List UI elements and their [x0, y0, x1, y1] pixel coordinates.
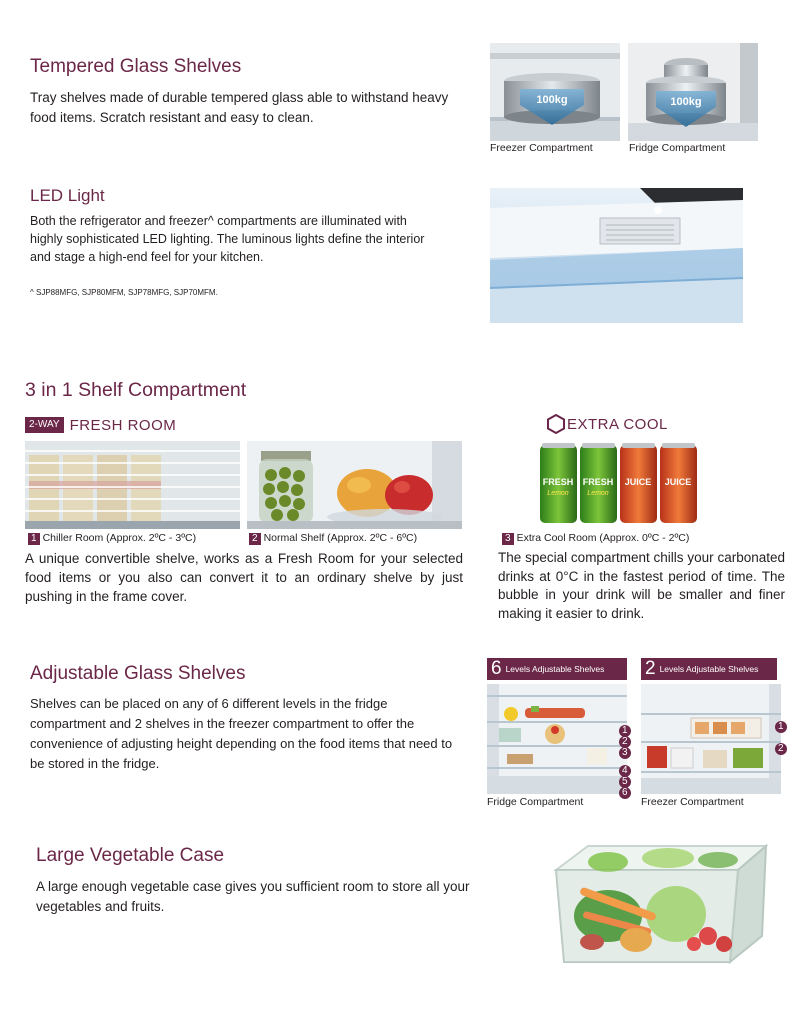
led-body: Both the refrigerator and freezer^ compartments are illuminated with highly sophisticated LED lighting. The luminous lights define the interior and stage a high-end feel for your kitchen. [30, 214, 425, 264]
adjustable-title: Adjustable Glass Shelves [30, 663, 246, 684]
chiller-caption-row [28, 532, 196, 545]
fridge-level-marker: 2 [619, 736, 631, 748]
freezer-weight-label: 100kg [536, 94, 568, 106]
fridge-level-marker: 4 [619, 765, 631, 777]
can-label-2: FRESH [582, 477, 614, 487]
freezer-levels-tag [641, 658, 777, 680]
tempered-body: Tray shelves made of durable tempered glass able to withstand heavy food items. Scratch resistant and easy to clean. [30, 90, 449, 125]
fridge-levels-number: 6 [491, 658, 502, 679]
extra-cool-body: The special compartment chills your carbonated drinks at 0°C in the fastest period of time. The bubble in your drink will be smaller and finer making it easier to drink. [498, 550, 785, 621]
can-sublabel-2: Lemon [587, 490, 609, 497]
fridge-caption: Fridge Compartment [629, 142, 726, 154]
fresh-room-header [25, 416, 176, 434]
led-footnote: ^ SJP88MFG, SJP80MFM, SJP78MFG, SJP70MFM. [30, 288, 218, 297]
freezer-caption: Freezer Compartment [490, 142, 593, 154]
fridge-levels-label: Levels Adjustable Shelves [505, 664, 605, 674]
extra-caption: Extra Cool Room (Approx. 0ºC - 2ºC) [516, 532, 690, 544]
normal-shelf-photo [247, 441, 462, 529]
normal-caption: Normal Shelf (Approx. 2ºC - 6ºC) [263, 532, 418, 544]
fridge-level-marker: 6 [619, 787, 631, 799]
adjustable-fridge-caption: Fridge Compartment [487, 796, 584, 808]
hexagon-icon [547, 414, 565, 434]
adjustable-freezer-caption: Freezer Compartment [641, 796, 744, 808]
fresh-room-label: FRESH ROOM [69, 416, 177, 434]
extra-cool-header [547, 414, 668, 434]
fridge-weight-label: 100kg [670, 96, 702, 108]
extra-cool-cans-photo [540, 441, 700, 529]
two-way-tag: 2-WAY [25, 417, 64, 433]
extra-caption-row [502, 532, 689, 545]
tempered-title: Tempered Glass Shelves [30, 56, 242, 77]
fridge-shelves-photo [487, 684, 627, 794]
can-label-4: JUICE [664, 477, 692, 487]
chiller-caption: Chiller Room (Approx. 2ºC - 3ºC) [42, 532, 197, 544]
fridge-shelf-photo [628, 43, 758, 141]
adjustable-body: Shelves can be placed on any of 6 different levels in the fridge compartment and 2 shelves in the freezer compartment to offer the convenience of adjusting height depending on the food items that need to be stored in the fridge. [30, 696, 453, 771]
freezer-level-marker: 2 [775, 743, 787, 755]
freezer-level-marker: 1 [775, 721, 787, 733]
chiller-number: 1 [28, 533, 40, 545]
extra-number: 3 [502, 533, 514, 545]
fridge-levels-tag [487, 658, 627, 680]
vegetable-title: Large Vegetable Case [36, 845, 225, 866]
freezer-levels-number: 2 [645, 658, 656, 679]
vegetable-body: A large enough vegetable case gives you sufficient room to store all your vegetables and fruits. [36, 879, 470, 914]
freezer-levels-label: Levels Adjustable Shelves [659, 664, 759, 674]
fridge-level-marker: 3 [619, 747, 631, 759]
three-in-one-title: 3 in 1 Shelf Compartment [25, 379, 247, 401]
vegetable-case-photo [548, 840, 770, 970]
freezer-shelves-photo [641, 684, 781, 794]
led-light-photo [490, 188, 743, 323]
fridge-level-marker: 1 [619, 725, 631, 737]
can-sublabel-1: Lemon [547, 490, 569, 497]
normal-caption-row [249, 532, 417, 545]
fridge-level-marker: 5 [619, 776, 631, 788]
chiller-room-photo [25, 441, 240, 529]
fresh-room-body: A unique convertible shelve, works as a Fresh Room for your selected food items or you also can convert it to an ordinary shelve by just pushing in the frame cover. [25, 551, 463, 604]
freezer-shelf-photo [490, 43, 620, 141]
normal-number: 2 [249, 533, 261, 545]
extra-cool-label: EXTRA COOL [567, 415, 668, 433]
led-title: LED Light [30, 186, 105, 205]
can-label-3: JUICE [624, 477, 652, 487]
can-label-1: FRESH [542, 477, 574, 487]
